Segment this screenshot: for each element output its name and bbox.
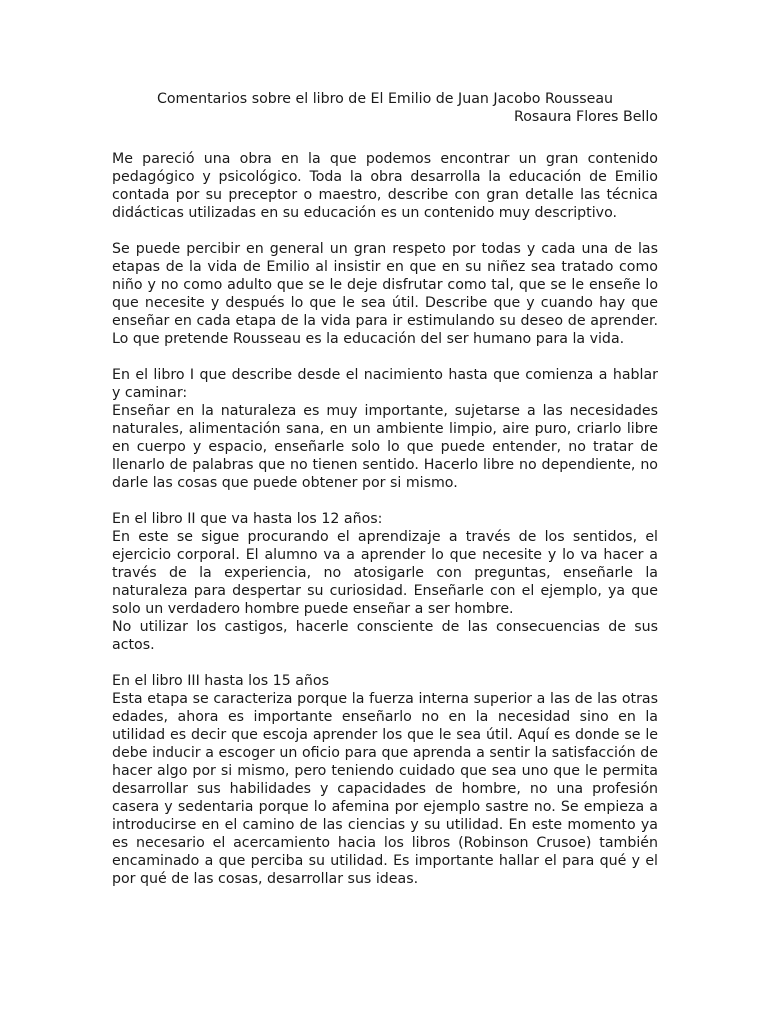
section-paragraph-libro-1: Enseñar en la naturaleza es muy importante, sujetarse a las necesidades naturales, alimentación sana, en un ambiente limpio, aire puro, criarlo libre en cuerpo y espacio, enseñarle solo lo que puede entender, no tratar de llenarlo de palabras que no tienen sentido. Hacerlo libre no dependiente, no darle las cosas que puede obtener por si mismo. bbox=[112, 403, 658, 491]
section-paragraph-libro-3: Esta etapa se caracteriza porque la fuerza interna superior a las de las otras edades, ahora es importante enseñarlo no en la necesidad sino en la utilidad es decir que escoja aprender los que le sea útil. Aquí es donde se le debe inducir a escoger un oficio para que aprenda a sentir la satisfacción de hacer algo por si mismo, pero teniendo cuidado que sea uno que le permita desarrollar sus habilidades y capacidades de hombre, no una profesión casera y sedentaria porque lo afemina por ejemplo sastre no. Se empieza a introducirse en el camino de las ciencias y su utilidad. En este momento ya es necesario el acercamiento hacia los libros (Robinson Crusoe) también encaminado a que perciba su utilidad. Es importante hallar el para qué y el por qué de las cosas, desarrollar sus ideas. bbox=[112, 691, 658, 887]
document-body bbox=[112, 90, 658, 906]
section-heading-libro-2: En el libro II que va hasta los 12 años: bbox=[112, 511, 383, 527]
section-heading-libro-3: En el libro III hasta los 15 años bbox=[112, 673, 329, 689]
document-title: Comentarios sobre el libro de El Emilio de Juan Jacobo Rousseau bbox=[156, 91, 614, 107]
intro-paragraph-1: Me pareció una obra en la que podemos encontrar un gran contenido pedagógico y psicológico. Toda la obra desarrolla la educación de Emilio contada por su preceptor o maestro, describe con gran detalle las técnica didácticas utilizadas en su educación es un contenido muy descriptivo. bbox=[112, 151, 658, 221]
section-paragraph-libro-2-a: En este se sigue procurando el aprendizaje a través de los sentidos, el ejercicio corporal. El alumno va a aprender lo que necesite y lo va hacer a través de la experiencia, no atosigarle con preguntas, enseñarle la naturaleza para despertar su curiosidad. Enseñarle con el ejemplo, ya que solo un verdadero hombre puede enseñar a ser hombre. bbox=[112, 529, 658, 617]
document-author: Rosaura Flores Bello bbox=[514, 109, 658, 125]
section-paragraph-libro-2-b: No utilizar los castigos, hacerle consciente de las consecuencias de sus actos. bbox=[112, 619, 658, 653]
section-heading-libro-1: En el libro I que describe desde el nacimiento hasta que comienza a hablar y caminar: bbox=[112, 367, 658, 401]
intro-paragraph-2: Se puede percibir en general un gran respeto por todas y cada una de las etapas de la vida de Emilio al insistir en que en su niñez sea tratado como niño y no como adulto que se le deje disfrutar como tal, que se le enseñe lo que necesite y después lo que le sea útil. Describe que y cuando hay que enseñar en cada etapa de la vida para ir estimulando su deseo de aprender. Lo que pretende Rousseau es la educación del ser humano para la vida. bbox=[112, 241, 658, 347]
